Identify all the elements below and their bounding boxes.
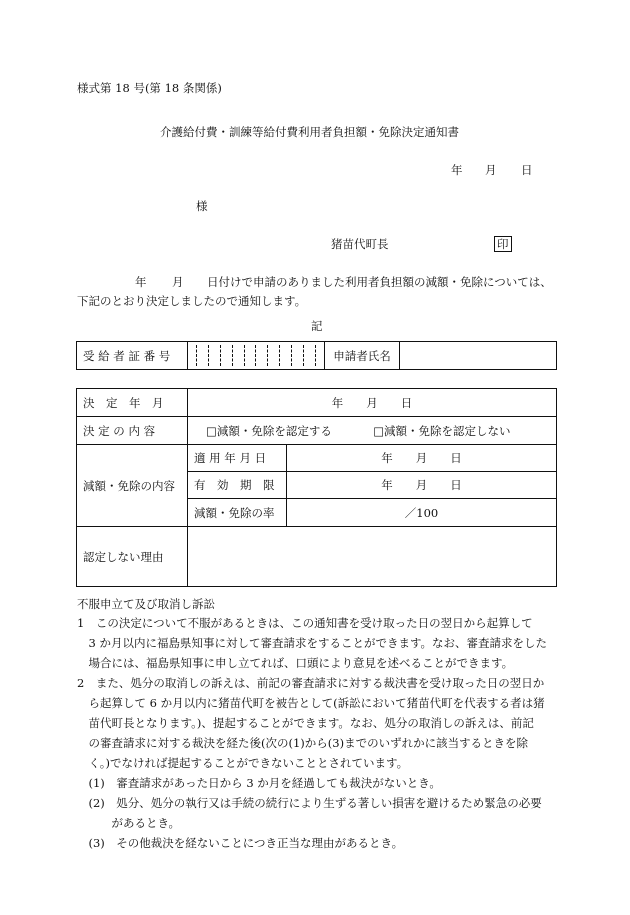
decision-date-value[interactable]: 年 月 日: [188, 389, 557, 417]
intro-text: 日付けで申請のありました利用者負担額の減額・免除については、: [207, 275, 552, 289]
valid-period-label: 有 効 期 限: [188, 472, 287, 499]
intro-month: 月: [172, 275, 184, 289]
intro-year: 年: [135, 275, 147, 289]
reject-reason-field[interactable]: [188, 527, 557, 587]
note-line: ら起算して 6 か月以内に猪苗代町を被告として(訴訟において猪苗代町を代表する者は猪: [77, 696, 545, 710]
note-line: く。)でなければ提起することができないこととされています。: [77, 756, 409, 770]
note-line: 3 か月以内に福島県知事に対して審査請求をすることができます。なお、審査請求をした: [77, 636, 548, 650]
date-year: 年: [451, 163, 463, 177]
reduction-rate-value[interactable]: ／100: [287, 499, 557, 527]
seal-mark: 印: [494, 236, 512, 252]
recipient-number-field[interactable]: [188, 342, 325, 370]
note-line: (2) 処分、処分の執行又は手続の続行により生ずる著しい損害を避けるため緊急の必要: [77, 796, 542, 810]
decision-content-label: 決 定 の 内 容: [77, 417, 188, 445]
decision-date-label: 決 定 年 月: [77, 389, 188, 417]
date-day: 日: [521, 163, 533, 177]
form-number: 様式第 18 号(第 18 条関係): [77, 81, 222, 95]
note-line: 1 この決定について不服があるときは、この通知書を受け取った日の翌日から起算して: [77, 616, 533, 630]
reduction-content-label: 減額・免除の内容: [77, 445, 188, 527]
applicant-name-label: 申請者氏名: [325, 342, 400, 370]
reduction-rate-label: 減額・免除の率: [188, 499, 287, 527]
recipient-number-label: 受 給 者 証 番 号: [77, 342, 188, 370]
decision-table: [76, 388, 557, 587]
intro-text-line2: 下記のとおり決定しましたので通知します。: [77, 294, 307, 308]
addressee-suffix: 様: [196, 199, 208, 213]
issuer-name: 猪苗代町長: [331, 237, 389, 251]
apply-date-value[interactable]: 年 月 日: [287, 445, 557, 472]
approve-checkbox[interactable]: □減額・免除を認定する: [206, 423, 332, 438]
ki-mark: 記: [311, 319, 323, 333]
notes-block: [77, 613, 547, 853]
applicant-name-field[interactable]: [400, 342, 557, 370]
document-title: 介護給付費・訓練等給付費利用者負担額・免除決定通知書: [160, 125, 459, 139]
note-line: があるとき。: [77, 816, 181, 830]
reject-checkbox[interactable]: □減額・免除を認定しない: [373, 423, 511, 438]
note-line: (3) その他裁決を経ないことにつき正当な理由があるとき。: [77, 836, 404, 850]
note-line: (1) 審査請求があった日から 3 か月を経過しても裁決がないとき。: [77, 776, 441, 790]
note-line: 苗代町長となります。)、提起することができます。なお、処分の取消しの訴えは、前記: [77, 716, 534, 730]
decision-content-options: [188, 417, 557, 445]
reject-reason-label: 認定しない理由: [77, 527, 188, 587]
note-line: 2 また、処分の取消しの訴えは、前記の審査請求に対する裁決書を受け取った日の翌日か: [77, 676, 545, 690]
apply-date-label: 適 用 年 月 日: [188, 445, 287, 472]
valid-period-value[interactable]: 年 月 日: [287, 472, 557, 499]
recipient-table: [76, 341, 557, 370]
note-line: の審査請求に対する裁決を経た後(次の(1)から(3)までのいずれかに該当するときを除: [77, 736, 529, 750]
date-month: 月: [485, 163, 497, 177]
note-line: 場合には、福島県知事に申し立てれば、口頭により意見を述べることができます。: [77, 656, 514, 670]
appeals-heading: 不服申立て及び取消し訴訟: [77, 597, 215, 611]
